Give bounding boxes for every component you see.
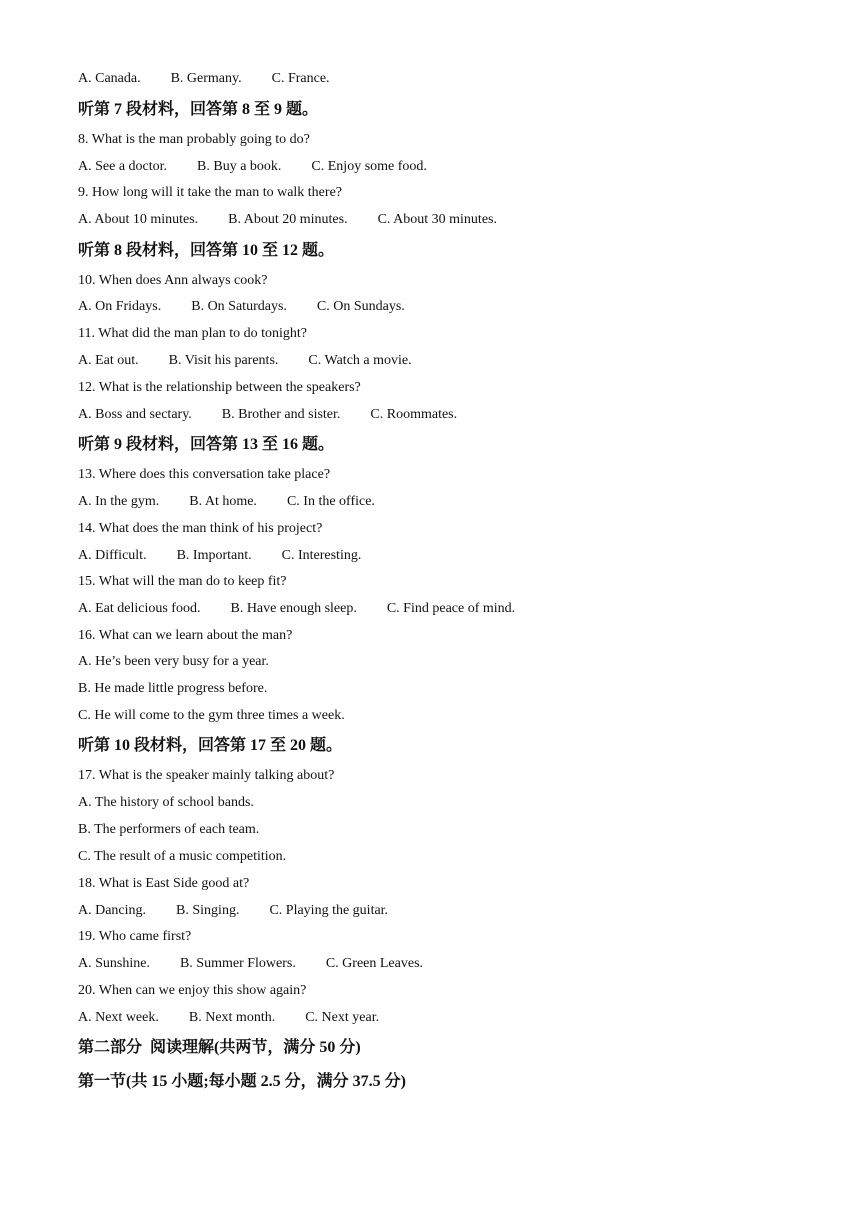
options-row: [78, 547, 361, 565]
option-text: A. See a doctor.: [78, 159, 168, 174]
options-row: [78, 1009, 379, 1027]
option-text: A. About 10 minutes.: [78, 212, 199, 227]
question-text: 15. What will the man do to keep fit?: [78, 574, 287, 589]
options-row: [78, 70, 330, 88]
option-text: A. On Fridays.: [78, 299, 162, 314]
question-text: 11. What did the man plan to do tonight?: [78, 326, 308, 341]
options-row: [78, 406, 457, 424]
options-row: [78, 158, 427, 176]
option-text: C. Green Leaves.: [325, 956, 424, 971]
option-text: C. France.: [271, 71, 330, 86]
option-text: C. Next year.: [305, 1010, 380, 1025]
option-text: C. Roommates.: [370, 407, 458, 422]
question-text: 9. How long will it take the man to walk there?: [78, 185, 342, 200]
option-text: B. He made little progress before.: [78, 681, 268, 696]
options-row: [78, 600, 515, 618]
section-heading: 听第 9 段材料，回答第 13 至 16 题。: [78, 436, 335, 453]
option-text: B. On Saturdays.: [191, 299, 287, 314]
question-text: 20. When can we enjoy this show again?: [78, 983, 307, 998]
question-text: 16. What can we learn about the man?: [78, 628, 293, 643]
options-row: [78, 298, 405, 316]
option-text: A. In the gym.: [78, 494, 160, 509]
option-text: C. Enjoy some food.: [311, 159, 427, 174]
option-text: C. On Sundays.: [316, 299, 405, 314]
option-text: A. Sunshine.: [78, 956, 150, 971]
options-row: [78, 211, 497, 229]
option-text: B. Buy a book.: [197, 159, 282, 174]
question-text: 12. What is the relationship between the speakers?: [78, 380, 361, 395]
option-text: C. Interesting.: [281, 548, 362, 563]
option-text: B. About 20 minutes.: [228, 212, 348, 227]
option-text: A. He’s been very busy for a year.: [78, 654, 269, 669]
option-text: B. Visit his parents.: [168, 353, 279, 368]
option-text: B. Germany.: [170, 71, 242, 86]
question-text: 13. Where does this conversation take place?: [78, 467, 331, 482]
options-row: [78, 352, 412, 370]
section-heading: 第一节(共 15 小题;每小题 2.5 分，满分 37.5 分): [78, 1073, 406, 1090]
option-text: C. Find peace of mind.: [386, 601, 516, 616]
section-heading: 听第 7 段材料，回答第 8 至 9 题。: [78, 101, 319, 118]
question-text: 14. What does the man think of his project?: [78, 521, 323, 536]
option-text: C. In the office.: [286, 494, 375, 509]
question-text: 10. When does Ann always cook?: [78, 273, 268, 288]
option-text: A. Eat out.: [78, 353, 139, 368]
option-text: A. Next week.: [78, 1010, 159, 1025]
question-text: 8. What is the man probably going to do?: [78, 132, 310, 147]
section-heading: 听第 10 段材料，回答第 17 至 20 题。: [78, 737, 343, 754]
option-text: C. About 30 minutes.: [377, 212, 497, 227]
option-text: A. The history of school bands.: [78, 795, 254, 810]
section-heading: 听第 8 段材料，回答第 10 至 12 题。: [78, 242, 335, 259]
option-text: B. At home.: [189, 494, 257, 509]
options-row: [78, 493, 375, 511]
option-text: C. Watch a movie.: [308, 353, 412, 368]
option-text: A. Dancing.: [78, 903, 147, 918]
option-text: A. Canada.: [78, 71, 141, 86]
option-text: C. He will come to the gym three times a week.: [78, 708, 345, 723]
question-text: 17. What is the speaker mainly talking about?: [78, 768, 335, 783]
option-text: C. The result of a music competition.: [78, 849, 287, 864]
options-row: [78, 902, 388, 920]
option-text: B. Next month.: [188, 1010, 276, 1025]
option-text: C. Playing the guitar.: [269, 903, 389, 918]
section-heading: 第二部分 阅读理解(共两节，满分 50 分): [78, 1039, 361, 1056]
option-text: A. Boss and sectary.: [78, 407, 192, 422]
option-text: B. Brother and sister.: [221, 407, 341, 422]
options-row: [78, 955, 423, 973]
option-text: A. Difficult.: [78, 548, 147, 563]
question-text: 19. Who came first?: [78, 929, 192, 944]
option-text: B. Have enough sleep.: [230, 601, 357, 616]
option-text: B. The performers of each team.: [78, 822, 260, 837]
option-text: B. Summer Flowers.: [179, 956, 296, 971]
option-text: B. Singing.: [176, 903, 240, 918]
option-text: A. Eat delicious food.: [78, 601, 201, 616]
option-text: B. Important.: [176, 548, 252, 563]
question-text: 18. What is East Side good at?: [78, 876, 250, 891]
